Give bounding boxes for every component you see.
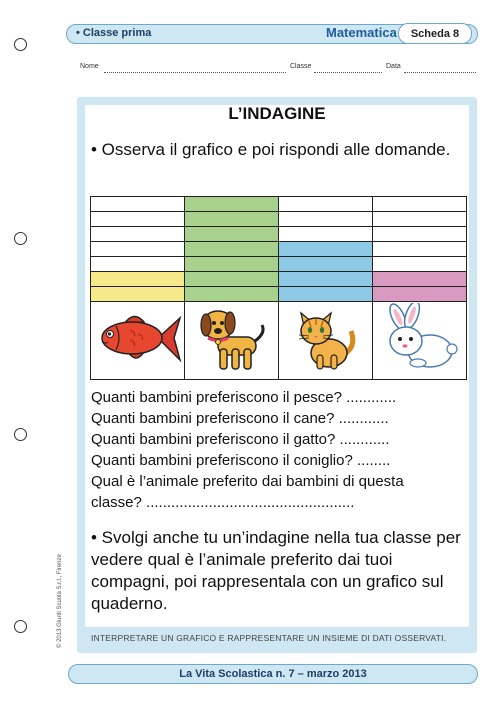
pictogram-chart xyxy=(90,196,467,380)
name-label: Nome xyxy=(80,63,99,70)
chart-cell xyxy=(373,242,467,257)
chart-cell xyxy=(279,212,373,227)
chart-cell xyxy=(279,227,373,242)
chart-cell xyxy=(91,197,185,212)
chart-row xyxy=(91,242,467,257)
chart-cell xyxy=(185,197,279,212)
chart-cell xyxy=(185,242,279,257)
fish-cell xyxy=(91,302,185,380)
binder-hole xyxy=(14,620,27,633)
dog-cell xyxy=(185,302,279,380)
chart-row xyxy=(91,227,467,242)
worksheet-title: L’INDAGINE xyxy=(228,104,326,123)
chart-cell xyxy=(91,287,185,302)
class-field[interactable] xyxy=(314,72,382,73)
chart-cell xyxy=(373,287,467,302)
instruction-text: • Osserva il grafico e poi rispondi alle domande. xyxy=(91,140,451,159)
question-line: Quanti bambini preferiscono il coniglio? ........ xyxy=(91,452,391,469)
subject-title: Matematica xyxy=(326,25,397,40)
rabbit-icon xyxy=(380,303,460,373)
name-field[interactable] xyxy=(104,72,286,73)
chart-row xyxy=(91,257,467,272)
chart-cell xyxy=(185,257,279,272)
chart-cell xyxy=(91,272,185,287)
chart-cell xyxy=(185,287,279,302)
chart-row xyxy=(91,272,467,287)
chart-cell xyxy=(185,272,279,287)
chart-cell xyxy=(91,242,185,257)
chart-row xyxy=(91,212,467,227)
date-label: Data xyxy=(386,63,401,70)
chart-row xyxy=(91,287,467,302)
chart-cell xyxy=(279,272,373,287)
chart-row xyxy=(91,197,467,212)
animal-row xyxy=(91,302,467,380)
learning-objective: INTERPRETARE UN GRAFICO E RAPPRESENTARE UN INSIEME DI DATI OSSERVATI. xyxy=(91,633,447,643)
footer-bar: La Vita Scolastica n. 7 – marzo 2013 xyxy=(68,664,478,684)
chart-cell xyxy=(373,272,467,287)
rabbit-cell xyxy=(373,302,467,380)
chart-cell xyxy=(373,257,467,272)
chart-cell xyxy=(373,197,467,212)
chart-cell xyxy=(279,242,373,257)
chart-cell xyxy=(185,212,279,227)
binder-hole xyxy=(14,428,27,441)
chart-cell xyxy=(373,212,467,227)
binder-hole xyxy=(14,232,27,245)
chart-cell xyxy=(91,212,185,227)
question-line: classe? .................................................. xyxy=(91,494,355,511)
question-line: Quanti bambini preferiscono il gatto? ............ xyxy=(91,431,390,448)
student-fields xyxy=(80,63,476,77)
copyright-note: © 2013 Giunti Scuola S.r.l., Firenze xyxy=(57,554,63,648)
fish-icon xyxy=(94,310,182,366)
dog-icon xyxy=(192,303,272,373)
chart-cell xyxy=(91,257,185,272)
question-line: Qual è l’animale preferito dai bambini di questa xyxy=(91,473,404,490)
chart-cell xyxy=(91,227,185,242)
chart-cell xyxy=(279,257,373,272)
class-field-label: Classe xyxy=(290,63,312,70)
chart-cell xyxy=(373,227,467,242)
chart-cell xyxy=(279,287,373,302)
chart-cell xyxy=(185,227,279,242)
sheet-badge: Scheda 8 xyxy=(398,23,472,44)
cat-cell xyxy=(279,302,373,380)
date-field[interactable] xyxy=(404,72,476,73)
question-list xyxy=(91,387,467,513)
question-line: Quanti bambini preferiscono il pesce? ............ xyxy=(91,389,397,406)
task-text: • Svolgi anche tu un’indagine nella tua classe per vedere qual è l’animale preferito dai tuoi compagni, poi rappresentala con un grafico sul quaderno. xyxy=(91,528,461,613)
class-label: • Classe prima xyxy=(76,27,152,39)
chart-cell xyxy=(279,197,373,212)
cat-icon xyxy=(291,303,361,373)
binder-hole xyxy=(14,38,27,51)
question-line: Quanti bambini preferiscono il cane? ............ xyxy=(91,410,389,427)
